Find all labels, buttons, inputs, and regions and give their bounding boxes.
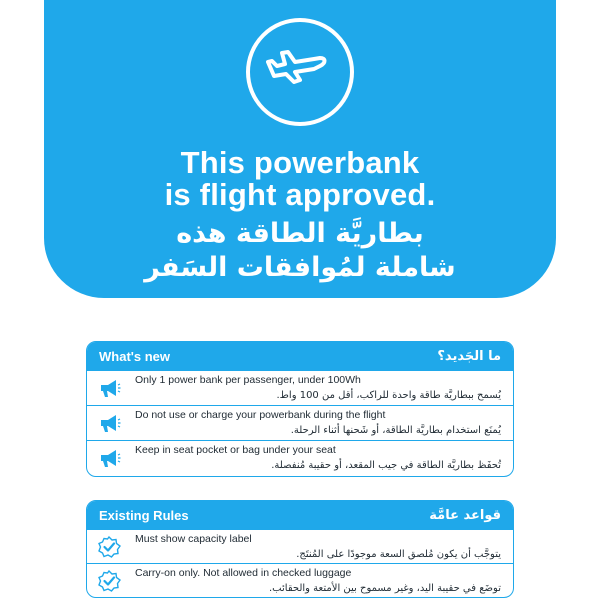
check-badge-icon	[97, 570, 121, 592]
megaphone-icon	[97, 447, 121, 469]
existing-rules-title-arabic: قواعد عامَّة	[429, 507, 501, 523]
whats-new-header	[87, 342, 513, 370]
megaphone-icon	[97, 377, 121, 399]
rule-text: Must show capacity label	[135, 533, 252, 545]
whats-new-title: What's new	[99, 348, 170, 364]
headline-line-1: This powerbank	[180, 145, 420, 180]
rule-row	[87, 370, 513, 405]
arabic-headline-line-1: بطاريَّة الطاقة هذه	[176, 218, 424, 249]
megaphone-icon	[97, 412, 121, 434]
rule-text-arabic: يُمنَع استخدام بطاريَّة الطاقة، أو شَحنها أثناء الرحلة.	[290, 425, 501, 436]
rule-row	[87, 440, 513, 475]
rule-text-arabic: توضَع في حقيبة اليد، وغير مسموح بين الأمتعة والحقائب.	[269, 583, 501, 594]
rule-text-arabic: تُحفَظ بطاريَّة الطاقة في جيب المقعد، أو حقيبة مُنفصلة.	[271, 460, 501, 471]
rule-text-arabic: يتوجَّب أن يكون مُلصق السعة موجودًا على المُنتَج.	[296, 549, 501, 560]
headline-line-2: is flight approved.	[164, 177, 436, 212]
existing-rules-header	[87, 501, 513, 529]
check-badge-icon	[97, 536, 121, 558]
rule-row	[87, 529, 513, 563]
airplane-icon	[264, 36, 336, 108]
rule-row	[87, 563, 513, 597]
existing-rules-panel	[86, 500, 514, 598]
rule-text: Only 1 power bank per passenger, under 100Wh	[135, 374, 361, 386]
rule-text: Keep in seat pocket or bag under your seat	[135, 444, 336, 456]
rule-text: Do not use or charge your powerbank during the flight	[135, 409, 386, 421]
whats-new-panel	[86, 341, 514, 477]
rule-row	[87, 405, 513, 440]
airplane-badge	[246, 18, 354, 126]
whats-new-title-arabic: ما الجَديد؟	[437, 348, 501, 364]
arabic-headline-line-2: شاملة لمُوافقات السَفر	[144, 252, 456, 283]
rule-text: Carry-on only. Not allowed in checked luggage	[135, 567, 352, 579]
rule-text-arabic: يُسمح ببطاريَّة طاقة واحدة للراكب، أقل من 100 واط.	[276, 390, 501, 401]
existing-rules-title: Existing Rules	[99, 507, 189, 523]
